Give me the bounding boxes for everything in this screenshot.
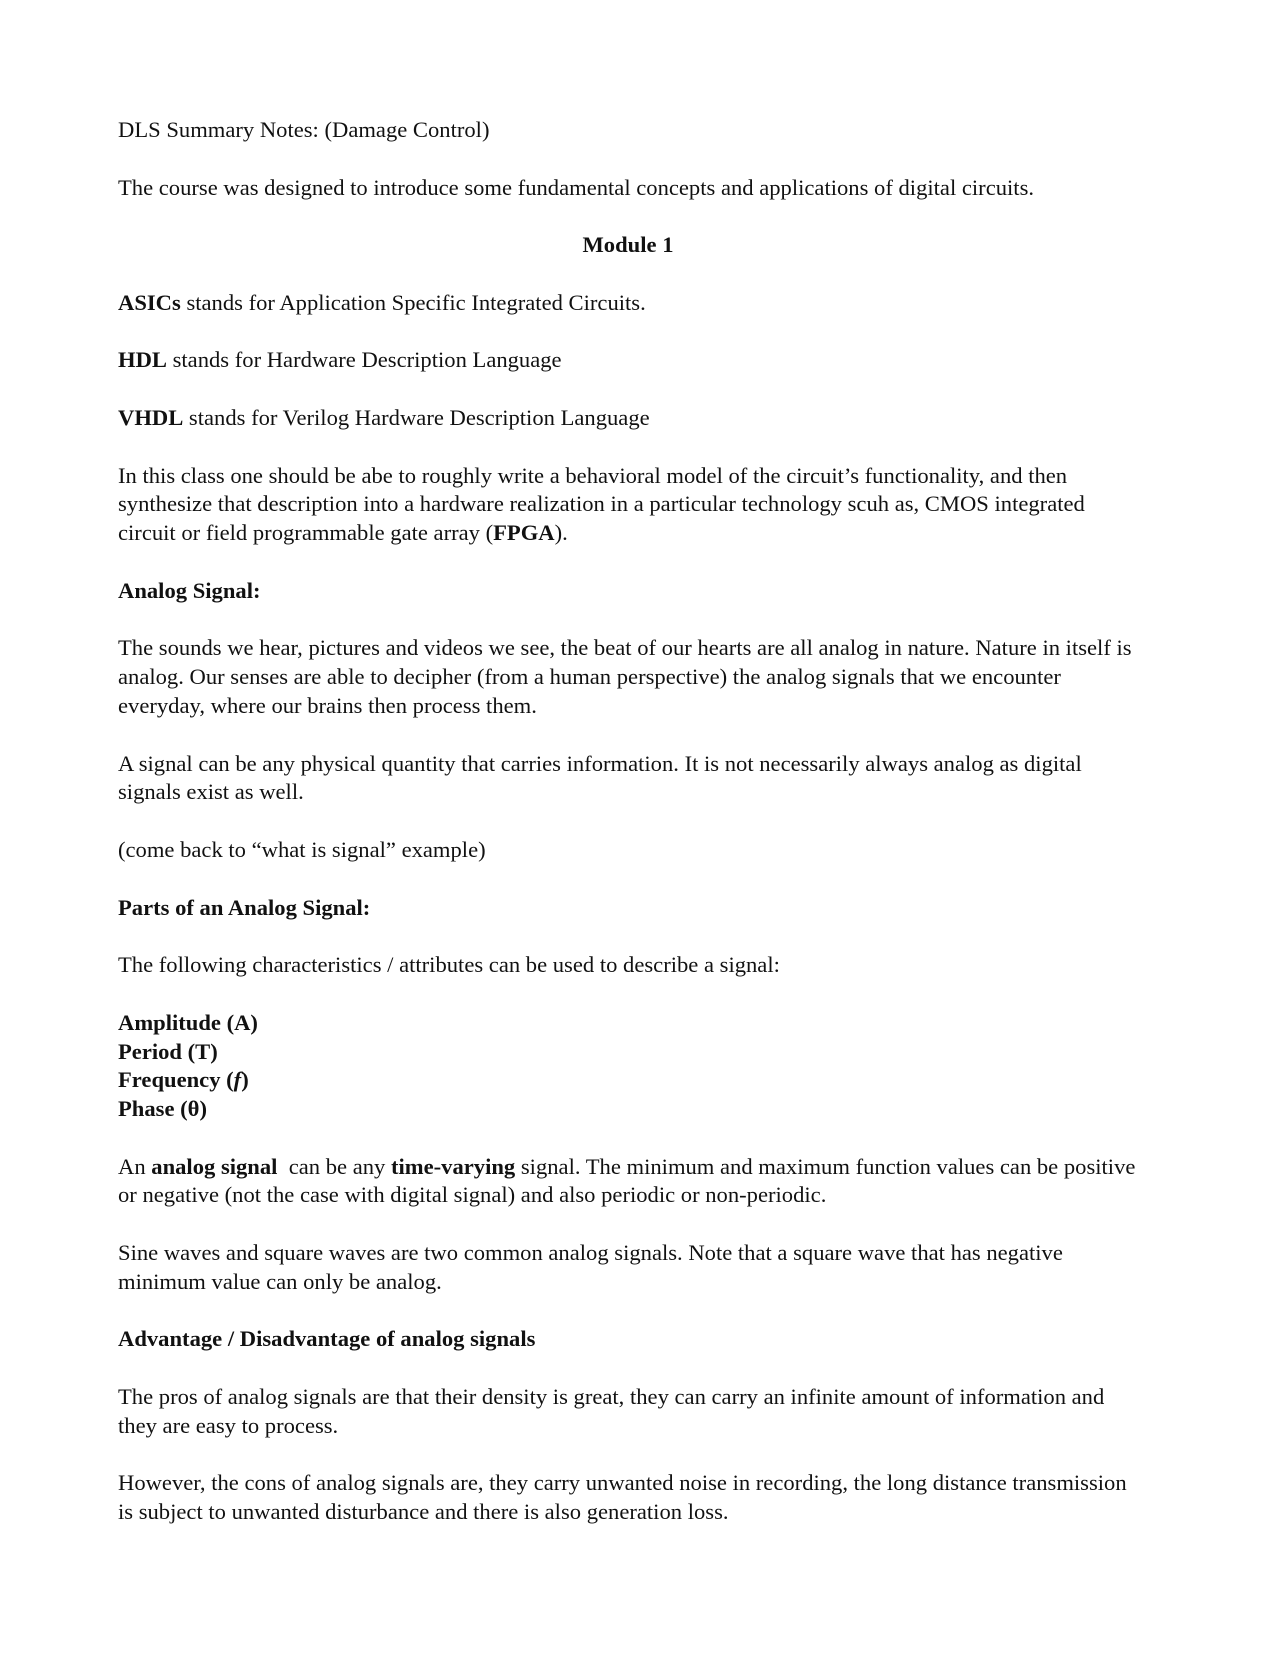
module-heading — [118, 231, 1138, 260]
attribute-period: Period (T) — [118, 1038, 218, 1064]
document-title: DLS Summary Notes: (Damage Control) — [118, 117, 490, 142]
analog-def-suffix: signal. The minimum and maximum function values can be positive or negative (not the case with digital signal) and also periodic or non-periodic. — [118, 1153, 1136, 1208]
definition-vhdl — [118, 404, 1138, 433]
frequency-suffix: ) — [241, 1067, 249, 1093]
analog-def-prefix: An — [118, 1153, 152, 1179]
fpga-term: FPGA — [493, 520, 555, 546]
analog-signal-heading-text: Analog Signal: — [118, 577, 261, 603]
cons-paragraph: However, the cons of analog signals are, they carry unwanted noise in recording, the long distance transmission is subject to unwanted disturbance and there is also generation loss. — [118, 1470, 1127, 1525]
attribute-frequency — [118, 1066, 1138, 1095]
definition-text: stands for Application Specific Integrated Circuits. — [180, 289, 646, 315]
analog-signal-term: analog signal — [151, 1153, 278, 1179]
analog-paragraph-1: The sounds we hear, pictures and videos we see, the beat of our hearts are all analog in nature. Nature in itself is analog. Our senses are able to decipher (from a human perspective) the analog signals that we encounter everyday, where our brains then process them. — [118, 635, 1132, 718]
definition-term: HDL — [118, 347, 167, 373]
parts-heading — [118, 894, 1138, 923]
analog-signal-definition — [118, 1153, 1138, 1211]
definition-text: stands for Hardware Description Language — [166, 347, 562, 373]
definition-text: stands for Verilog Hardware Description Language — [183, 404, 650, 430]
attribute-phase: Phase (θ) — [118, 1096, 207, 1122]
class-paragraph-end: ). — [554, 520, 568, 546]
attribute-amplitude: Amplitude (A) — [118, 1009, 258, 1035]
parts-heading-text: Parts of an Analog Signal: — [118, 894, 371, 920]
attribute-list — [118, 1009, 1138, 1124]
analog-paragraph-2: A signal can be any physical quantity that carries information. It is not necessarily always analog as digital signals exist as well. — [118, 750, 1082, 805]
advantage-heading-text: Advantage / Disadvantage of analog signals — [118, 1326, 536, 1352]
definition-term: VHDL — [118, 404, 184, 430]
definition-asics — [118, 289, 1138, 318]
time-varying-term: time-varying — [391, 1153, 516, 1179]
module-heading-text: Module 1 — [582, 232, 674, 258]
advantage-heading — [118, 1325, 1138, 1354]
definition-term: ASICs — [118, 289, 181, 315]
class-paragraph-text: In this class one should be abe to roughly write a behavioral model of the circuit’s functionality, and then synthesize that description into a hardware realization in a particular technology scuh as, CMOS integrated circuit or field programmable gate array ( — [118, 462, 1085, 546]
definition-hdl — [118, 346, 1138, 375]
pros-paragraph: The pros of analog signals are that their density is great, they can carry an infinite amount of information and they are easy to process. — [118, 1384, 1105, 1438]
analog-signal-heading — [118, 577, 1138, 606]
come-back-note: (come back to “what is signal” example) — [118, 836, 486, 862]
frequency-prefix: Frequency ( — [118, 1067, 234, 1093]
class-paragraph — [118, 462, 1138, 548]
frequency-symbol: f — [233, 1067, 242, 1093]
parts-intro: The following characteristics / attributes can be used to describe a signal: — [118, 952, 780, 978]
analog-def-middle: can be any — [277, 1153, 391, 1179]
sine-paragraph: Sine waves and square waves are two common analog signals. Note that a square wave that has negative minimum value can only be analog. — [118, 1240, 1063, 1294]
intro-paragraph: The course was designed to introduce some fundamental concepts and applications of digital circuits. — [118, 174, 1035, 200]
document-body — [118, 116, 1138, 1556]
